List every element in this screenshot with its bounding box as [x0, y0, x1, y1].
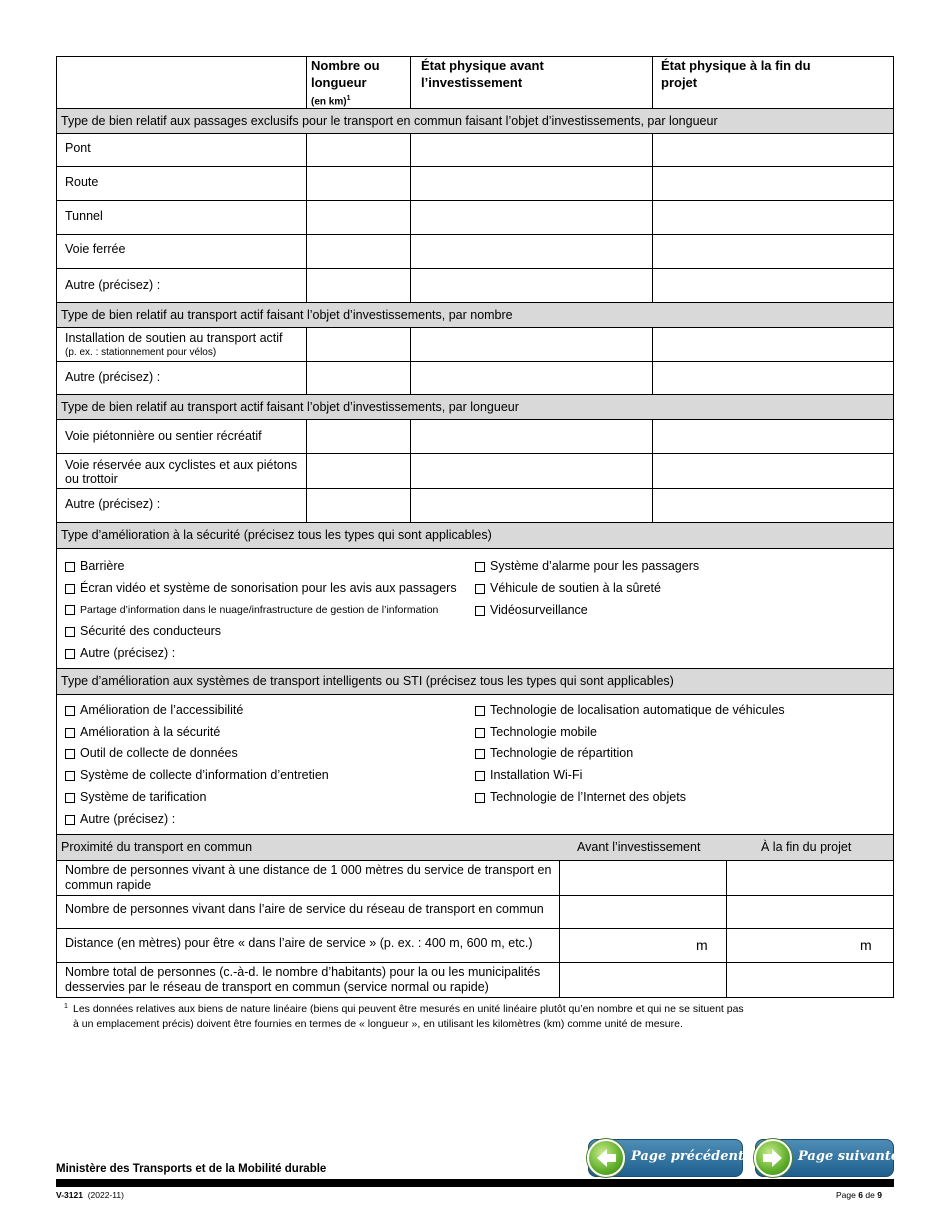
unit-label: (en km)	[311, 96, 347, 108]
page-word: Page	[836, 1190, 856, 1200]
checkbox[interactable]	[65, 815, 75, 825]
input-cell[interactable]	[307, 362, 410, 394]
footnote-mark: 1	[64, 1003, 68, 1010]
form-id: V-3121	[56, 1190, 83, 1200]
checkbox-label: Installation Wi-Fi	[490, 768, 583, 782]
checkbox[interactable]	[65, 706, 75, 716]
checkbox-label: Système d’alarme pour les passagers	[490, 559, 700, 573]
other-specify-input[interactable]	[178, 810, 378, 828]
input-cell[interactable]	[411, 489, 652, 522]
checkbox-label: Écran vidéo et système de sonorisation pour les avis aux passagers	[80, 581, 457, 595]
form-date: (2022-11)	[87, 1190, 124, 1200]
input-cell[interactable]	[653, 454, 893, 488]
input-cell[interactable]	[653, 167, 893, 200]
other-specify-input[interactable]	[170, 362, 306, 394]
checkbox-option[interactable]	[65, 603, 438, 617]
checkbox-option[interactable]	[475, 725, 597, 739]
row-label: Nombre de personnes vivant dans l’aire de service du réseau de transport en commun	[65, 902, 544, 916]
checkbox-option[interactable]	[475, 603, 588, 617]
input-cell[interactable]	[307, 134, 410, 166]
section-title-safety: Type d’amélioration à la sécurité (précisez tous les types qui sont applicables)	[61, 528, 492, 542]
input-cell[interactable]	[411, 420, 652, 453]
checkbox-label: Système de collecte d’information d’entretien	[80, 768, 329, 782]
checkbox[interactable]	[475, 749, 485, 759]
other-specify-input[interactable]	[178, 644, 378, 662]
page-total: 9	[877, 1190, 882, 1200]
checkbox-label: Technologie mobile	[490, 725, 598, 739]
checkbox[interactable]	[65, 584, 75, 594]
row-label: Voie réservée aux cyclistes et aux piétons	[65, 458, 298, 472]
input-cell[interactable]	[653, 362, 893, 394]
checkbox-label: Technologie de répartition	[490, 746, 634, 760]
row-label: Route	[65, 175, 99, 189]
checkbox-label: Outil de collecte de données	[80, 746, 238, 760]
input-cell[interactable]	[653, 328, 893, 361]
checkbox-label: Autre (précisez) :	[80, 812, 176, 826]
input-cell[interactable]	[727, 963, 893, 997]
checkbox-label: Technologie de localisation automatique de véhicules	[490, 703, 785, 717]
row-label: Autre (précisez) :	[65, 370, 161, 384]
input-cell[interactable]	[307, 420, 410, 453]
input-cell[interactable]	[307, 489, 410, 522]
footer-rule	[56, 1179, 894, 1187]
checkbox-label: Sécurité des conducteurs	[80, 624, 222, 638]
input-cell[interactable]	[411, 328, 652, 361]
section-title-proximity: Proximité du transport en commun	[61, 840, 253, 854]
checkbox-label: Véhicule de soutien à la sûreté	[490, 581, 661, 595]
row-label: Nombre total de personnes (c.-à-d. le nombre d’habitants) pour la ou les municipalités	[65, 965, 541, 979]
input-cell[interactable]	[411, 201, 652, 234]
checkbox[interactable]	[65, 771, 75, 781]
input-cell[interactable]	[653, 489, 893, 522]
checkbox-label: Barrière	[80, 559, 125, 573]
checkbox-label: Partage d’information dans le nuage/infrastructure de gestion de l’information	[80, 604, 439, 616]
checkbox[interactable]	[65, 728, 75, 738]
section-title-active-length: Type de bien relatif au transport actif faisant l’objet d’investissements, par longueur	[61, 400, 519, 414]
checkbox-label: Amélioration de l’accessibilité	[80, 703, 244, 717]
arrow-left-icon	[587, 1139, 625, 1177]
input-cell[interactable]	[411, 454, 652, 488]
row-label: Voie piétonnière ou sentier récréatif	[65, 429, 262, 443]
footnote-line1: Les données relatives aux biens de nature linéaire (biens qui peuvent être mesurés en unité linéaire plutôt qu’en nombre et qui ne se situent pas	[73, 1003, 744, 1015]
col-header-count-line2: longueur	[311, 75, 367, 90]
input-cell[interactable]	[560, 861, 726, 895]
row-label: Nombre de personnes vivant à une distance de 1 000 mètres du service de transport en	[65, 863, 552, 877]
unit-meters: m	[696, 937, 708, 953]
row-label: Distance (en mètres) pour être « dans l’aire de service » (p. ex. : 400 m, 600 m, etc.)	[65, 936, 533, 950]
checkbox[interactable]	[475, 606, 485, 616]
checkbox-option[interactable]	[475, 768, 582, 782]
row-label: Autre (précisez) :	[65, 278, 161, 292]
row-label: Voie ferrée	[65, 242, 126, 256]
input-cell[interactable]	[307, 167, 410, 200]
input-cell[interactable]	[653, 134, 893, 166]
col-header-unit	[311, 93, 350, 108]
checkbox-option[interactable]	[65, 646, 175, 660]
checkbox-label: Technologie de l’Internet des objets	[490, 790, 686, 804]
page-of: de	[865, 1190, 875, 1200]
footnote-line2: à un emplacement précis) doivent être fournies en termes de « longueur », en utilisant les kilomètres (km) comme unité de mesure.	[73, 1018, 683, 1030]
checkbox[interactable]	[475, 562, 485, 572]
input-cell[interactable]	[560, 963, 726, 997]
checkbox-option[interactable]	[475, 559, 699, 573]
page-num: 6	[858, 1190, 863, 1200]
input-cell[interactable]	[411, 362, 652, 394]
section-title-transit: Type de bien relatif aux passages exclusifs pour le transport en commun faisant l’objet d’investissements, par longueur	[61, 114, 718, 128]
input-cell[interactable]	[411, 134, 652, 166]
input-cell[interactable]	[411, 235, 652, 268]
input-cell[interactable]	[307, 454, 410, 488]
input-cell[interactable]	[653, 201, 893, 234]
form-number	[56, 1190, 124, 1200]
row-label: Tunnel	[65, 209, 103, 223]
col-header-count	[311, 57, 409, 91]
checkbox[interactable]	[475, 793, 485, 803]
input-cell[interactable]	[653, 235, 893, 268]
page-indicator	[836, 1190, 882, 1200]
row-label: ou trottoir	[65, 472, 118, 486]
checkbox-option[interactable]	[65, 812, 175, 826]
ministry-name: Ministère des Transports et de la Mobilité durable	[56, 1163, 327, 1175]
input-cell[interactable]	[411, 269, 652, 302]
input-cell[interactable]	[653, 269, 893, 302]
checkbox[interactable]	[65, 793, 75, 803]
input-cell[interactable]	[307, 328, 410, 361]
input-cell[interactable]	[411, 167, 652, 200]
other-specify-input[interactable]	[170, 489, 306, 522]
row-label: Autre (précisez) :	[65, 497, 161, 511]
footnote-ref: 1	[346, 95, 351, 102]
row-label: Pont	[65, 141, 91, 155]
checkbox-option[interactable]	[65, 581, 457, 595]
checkbox-option[interactable]	[475, 746, 633, 760]
unit-meters: m	[860, 937, 872, 953]
checkbox-option[interactable]	[65, 790, 206, 804]
checkbox-option[interactable]	[475, 790, 686, 804]
checkbox-option[interactable]	[65, 703, 243, 717]
other-specify-input[interactable]	[170, 269, 306, 302]
checkbox-option[interactable]	[65, 746, 238, 760]
checkbox[interactable]	[475, 771, 485, 781]
checkbox-label: Vidéosurveillance	[490, 603, 588, 617]
proximity-col-before: Avant l’investissement	[577, 840, 701, 854]
previous-page-button[interactable]	[588, 1139, 753, 1177]
checkbox-option[interactable]	[65, 559, 124, 573]
checkbox-label: Amélioration à la sécurité	[80, 725, 221, 739]
arrow-right-icon	[754, 1139, 792, 1177]
input-cell[interactable]	[307, 235, 410, 268]
row-label: commun rapide	[65, 878, 152, 892]
col-header-count-line1: Nombre ou	[311, 58, 380, 73]
proximity-col-after: À la fin du projet	[761, 840, 852, 854]
checkbox-option[interactable]	[65, 768, 329, 782]
col-header-after: État physique à la fin du projet	[661, 58, 811, 90]
checkbox[interactable]	[65, 562, 75, 572]
row-note: (p. ex. : stationnement pour vélos)	[65, 347, 217, 358]
checkbox[interactable]	[65, 649, 75, 659]
input-cell[interactable]	[307, 201, 410, 234]
row-label: desservies par le réseau de transport en commun (service normal ou rapide)	[65, 980, 489, 994]
checkbox[interactable]	[475, 728, 485, 738]
input-cell[interactable]	[727, 896, 893, 928]
checkbox[interactable]	[475, 706, 485, 716]
row-label: Installation de soutien au transport actif	[65, 331, 283, 345]
col-header-before: État physique avant l’investissement	[421, 58, 544, 90]
checkbox-option[interactable]	[65, 725, 220, 739]
checkbox-option[interactable]	[65, 624, 221, 638]
input-cell[interactable]	[727, 861, 893, 895]
section-title-active-count: Type de bien relatif au transport actif faisant l’objet d’investissements, par nombre	[61, 308, 513, 322]
previous-page-label: Page précédente	[631, 1149, 753, 1164]
checkbox[interactable]	[475, 584, 485, 594]
input-cell[interactable]	[560, 896, 726, 928]
next-page-button[interactable]	[755, 1139, 900, 1177]
checkbox-option[interactable]	[475, 703, 785, 717]
checkbox[interactable]	[65, 749, 75, 759]
section-title-its: Type d’amélioration aux systèmes de transport intelligents ou STI (précisez tous les types qui sont applicables)	[61, 674, 674, 688]
input-cell[interactable]	[653, 420, 893, 453]
input-cell[interactable]	[307, 269, 410, 302]
checkbox[interactable]	[65, 605, 75, 615]
checkbox-option[interactable]	[475, 581, 661, 595]
checkbox-label: Système de tarification	[80, 790, 207, 804]
next-page-label: Page suivante	[798, 1149, 900, 1164]
checkbox-label: Autre (précisez) :	[80, 646, 176, 660]
checkbox[interactable]	[65, 627, 75, 637]
